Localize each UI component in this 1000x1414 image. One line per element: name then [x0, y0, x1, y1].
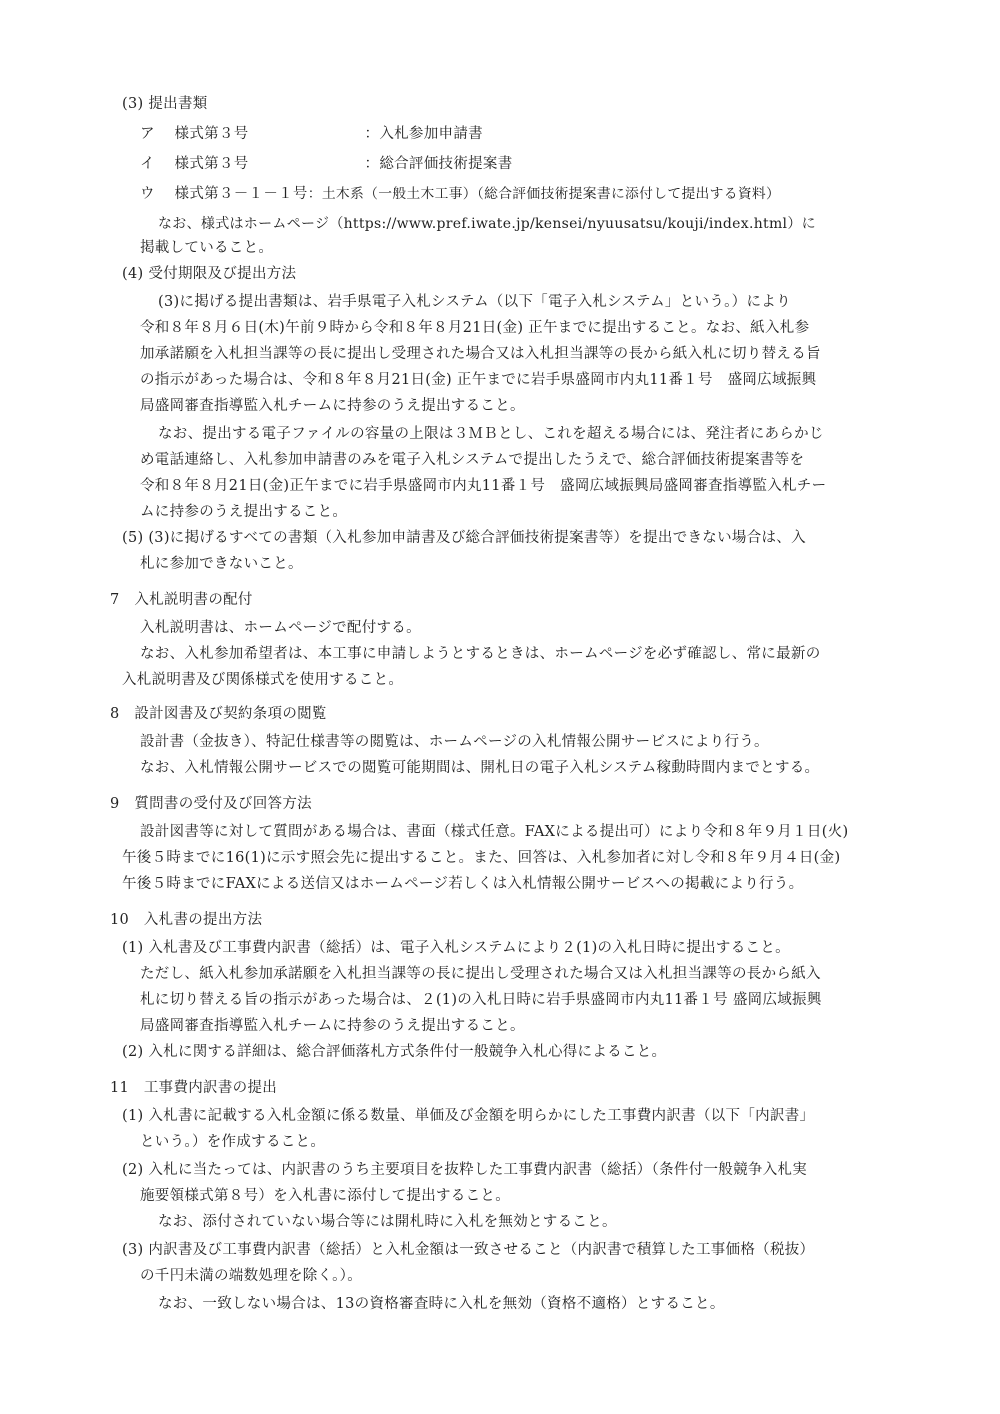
- paragraph-line: 入札説明書は、ホームページで配付する。: [140, 620, 421, 636]
- item-mark: ウ: [140, 186, 155, 202]
- paragraph-line: なお、添付されていない場合等には開札時に入札を無効とすること。: [158, 1214, 617, 1230]
- paragraph-line: なお、入札情報公開サービスでの閲覧可能期間は、開札日の電子入札システム稼動時間内までとする。: [140, 760, 820, 776]
- list-item: [140, 154, 513, 174]
- paragraph-line: 局盛岡審査指導監入札チームに持参のうえ提出すること。: [140, 1018, 525, 1034]
- subsection-heading: (4) 受付期限及び提出方法: [122, 266, 297, 282]
- paragraph-line: 加承諾願を入札担当課等の長に提出し受理された場合又は入札担当課等の長から紙入札に切り替える旨: [140, 346, 821, 362]
- paragraph-line: (3)に掲げる提出書類は、岩手県電子入札システム（以下「電子入札システム」という。）により: [158, 294, 791, 310]
- paragraph-line: 午後５時までにFAXによる送信又はホームページ若しくは入札情報公開サービスへの掲載により行う。: [122, 876, 804, 892]
- paragraph-line: 入札説明書及び関係様式を使用すること。: [122, 672, 404, 688]
- paragraph-line: ただし、紙入札参加承諾願を入札担当課等の長に提出し受理された場合又は入札担当課等の長から紙入: [140, 966, 821, 982]
- paragraph-line: なお、入札参加希望者は、本工事に申請しようとするときは、ホームページを必ず確認し、常に最新の: [140, 646, 821, 662]
- form-number: 様式第３号: [174, 126, 249, 142]
- paragraph-line: (1) 入札書に記載する入札金額に係る数量、単価及び金額を明らかにした工事費内訳書（以下「内訳書」: [122, 1108, 815, 1124]
- paragraph-line: 令和８年８月６日(木)午前９時から令和８年８月21日(金) 正午までに提出すること。なお、紙入札参: [140, 320, 810, 336]
- paragraph-line: 札に参加できないこと。: [140, 556, 303, 572]
- paragraph-line: 設計書（金抜き）、特記仕様書等の閲覧は、ホームページの入札情報公開サービスにより行う。: [140, 734, 769, 750]
- paragraph-line: (3) 内訳書及び工事費内訳書（総括）と入札金額は一致させること（内訳書で積算した工事価格（税抜）: [122, 1242, 815, 1258]
- subsection-heading: (3) 提出書類: [122, 96, 208, 112]
- paragraph-line: (5) (3)に掲げるすべての書類（入札参加申請書及び総合評価技術提案書等）を提出できない場合は、入: [122, 530, 806, 546]
- paragraph-line: 掲載していること。: [140, 240, 274, 256]
- paragraph-line: なお、様式はホームページ（https://www.pref.iwate.jp/kensei/nyuusatsu/kouji/index.html）に: [158, 216, 816, 232]
- paragraph-line: なお、提出する電子ファイルの容量の上限は３ＭＢとし、これを超える場合には、発注者にあらかじ: [158, 426, 824, 442]
- item-mark: イ: [140, 156, 155, 172]
- paragraph-line: の千円未満の端数処理を除く。）。: [140, 1268, 363, 1284]
- form-description: ：総合評価技術提案書: [364, 156, 513, 172]
- section-heading: 10 入札書の提出方法: [110, 912, 263, 928]
- section-heading: 7 入札説明書の配付: [110, 592, 253, 608]
- item-mark: ア: [140, 126, 155, 142]
- form-description: ：入札参加申請書: [364, 126, 483, 142]
- paragraph-line: 札に切り替える旨の指示があった場合は、２(1)の入札日時に岩手県盛岡市内丸11番１号 盛岡広域振興: [140, 992, 822, 1008]
- paragraph-line: なお、一致しない場合は、13の資格審査時に入札を無効（資格不適格）とすること。: [158, 1296, 725, 1312]
- section-heading: 8 設計図書及び契約条項の閲覧: [110, 706, 327, 722]
- paragraph-line: という。）を作成すること。: [140, 1134, 326, 1150]
- section-heading: 11 工事費内訳書の提出: [110, 1080, 278, 1096]
- paragraph-line: 局盛岡審査指導監入札チームに持参のうえ提出すること。: [140, 398, 525, 414]
- form-description: ：土木系（一般土木工事）（総合評価技術提案書に添付して提出する資料）: [307, 186, 781, 202]
- paragraph-line: 令和８年８月21日(金)正午までに岩手県盛岡市内丸11番１号 盛岡広域振興局盛岡審査指導監入札チー: [140, 478, 827, 494]
- paragraph-line: の指示があった場合は、令和８年８月21日(金) 正午までに岩手県盛岡市内丸11番１号 盛岡広域振興: [140, 372, 817, 388]
- paragraph-line: 午後５時までに16(1)に示す照会先に提出すること。また、回答は、入札参加者に対し令和８年９月４日(金): [122, 850, 841, 866]
- paragraph-line: ムに持参のうえ提出すること。: [140, 504, 348, 520]
- list-item: [140, 184, 780, 204]
- form-number: 様式第３－１－１号: [174, 186, 308, 202]
- paragraph-line: 施要領様式第８号）を入札書に添付して提出すること。: [140, 1188, 510, 1204]
- paragraph-line: め電話連絡し、入札参加申請書のみを電子入札システムで提出したうえで、総合評価技術提案書等を: [140, 452, 805, 468]
- paragraph-line: (2) 入札に関する詳細は、総合評価落札方式条件付一般競争入札心得によること。: [122, 1044, 667, 1060]
- form-number: 様式第３号: [174, 156, 249, 172]
- list-item: [140, 124, 483, 144]
- paragraph-line: 設計図書等に対して質問がある場合は、書面（様式任意。FAXによる提出可）により令和８年９月１日(火): [140, 824, 849, 840]
- paragraph-line: (2) 入札に当たっては、内訳書のうち主要項目を抜粋した工事費内訳書（総括）（条件付一般競争入札実: [122, 1162, 808, 1178]
- section-heading: 9 質問書の受付及び回答方法: [110, 796, 312, 812]
- paragraph-line: (1) 入札書及び工事費内訳書（総括）は、電子入札システムにより２(1)の入札日時に提出すること。: [122, 940, 790, 956]
